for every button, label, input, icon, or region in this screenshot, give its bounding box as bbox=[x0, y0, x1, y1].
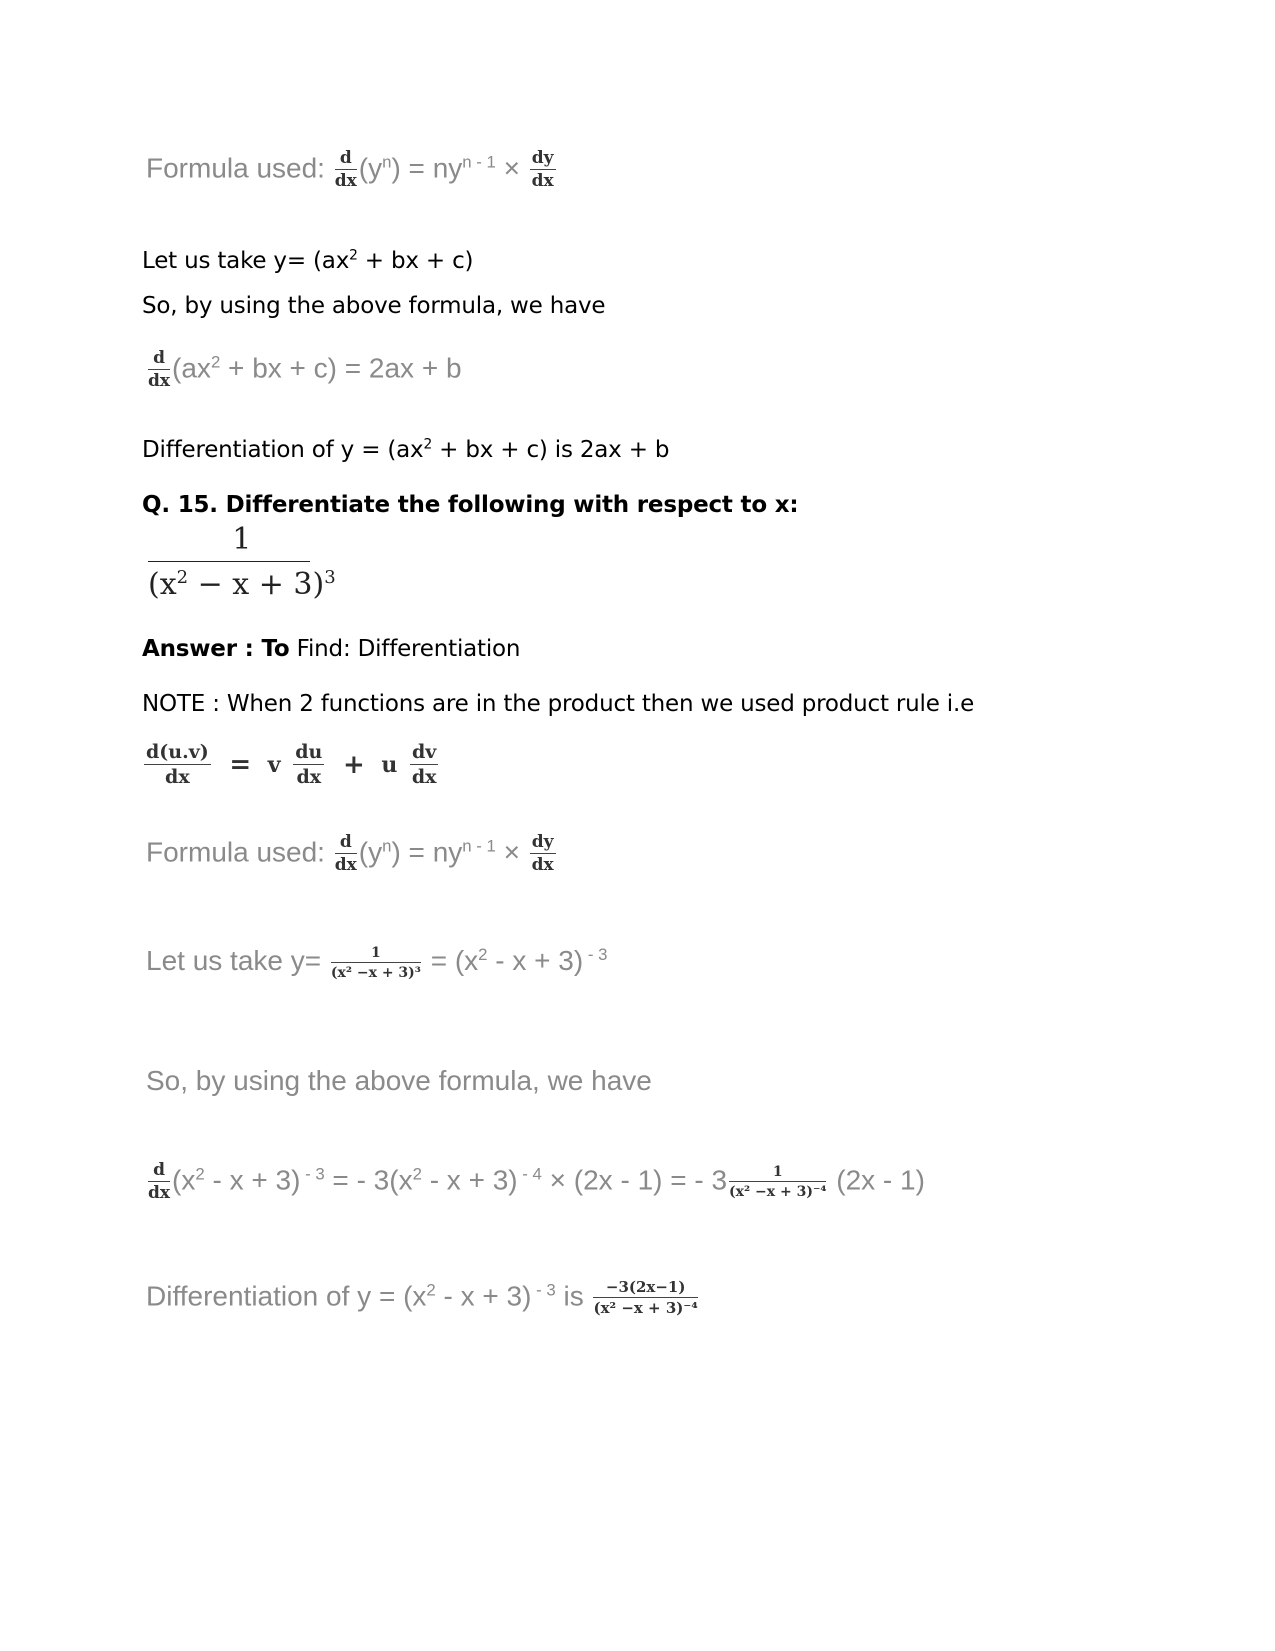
derivative-2: $\frac{d}{dx}$ $(x^2 - x + 3) ^{- 3}$ = - $3(x^2 - x + 3) ^{- 4} \times (2x - 1)$ = - 3 $\frac{1}{\text{(x² −x + 3)⁻⁴}}$ (2x - 1) bbox=[148, 1160, 925, 1203]
product-rule: $\frac{d(u.v)}{dx}$ = v $\frac{du}{dx}$ + u $\frac{dv}{dx}$ bbox=[146, 741, 437, 788]
let-us-take-1: Let us take $y= (ax^2$ + bx + c) bbox=[142, 247, 474, 274]
question-15-expression: $\frac{1}{(x^2 - x + 3)^3}$ bbox=[148, 522, 336, 602]
so-by-using-2: So, by using the above formula, we have bbox=[146, 1065, 652, 1096]
derivative-1: $\frac{d}{dx}$ ($ax^2$ + bx + c) = 2ax + b bbox=[148, 348, 462, 391]
note-line: NOTE : When 2 functions are in the product then we used product rule i.e bbox=[142, 691, 975, 717]
so-by-using-1: So, by using the above formula, we have bbox=[142, 293, 606, 319]
answer-line: Answer : To Find: Differentiation bbox=[142, 636, 521, 662]
formula-used-2: Formula used: $\frac{d}{dx}$ $(y^n) = ny^{n - 1}$ × $\frac{dy}{dx}$ bbox=[146, 832, 554, 875]
formula-used-1: Formula used: $\frac{d}{dx}$ $(y^n) = ny^{n - 1}$ × $\frac{dy}{dx}$ bbox=[146, 148, 554, 191]
let-us-take-2: Let us take y= $\frac{1}{\text{(x² −x + 3)³}}$ = $(x^2 - x + 3)$ $^{- 3}$ bbox=[146, 944, 608, 981]
dy-dx-fraction: $\frac{dy}{dx}$ bbox=[531, 148, 554, 191]
d-dx-fraction: $\frac{d}{dx}$ bbox=[334, 148, 357, 191]
question-15-title: Q. 15. Differentiate the following with respect to x: bbox=[142, 492, 799, 518]
differentiation-result-2: Differentiation of $y = (x^2 - x + 3)$ $^{- 3}$ is $\frac{-3(2x-1)}{\text{(x² −x + 3)⁻⁴}}$ bbox=[146, 1278, 698, 1317]
differentiation-result-1: Differentiation of $y = (ax^2$ + bx + c) is 2ax + b bbox=[142, 436, 670, 463]
